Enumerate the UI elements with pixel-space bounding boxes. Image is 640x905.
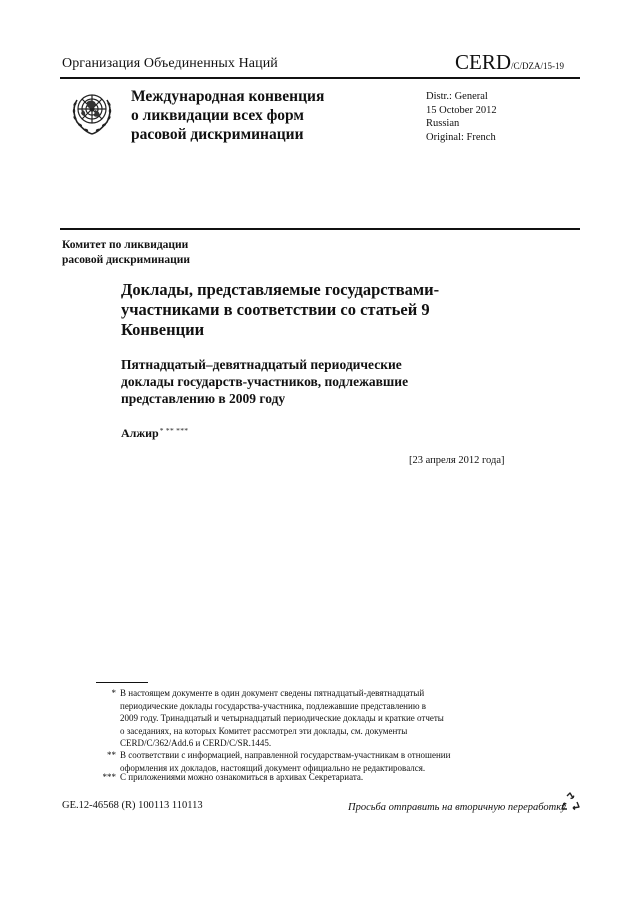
un-emblem-icon	[65, 84, 119, 138]
footnote-mark: *	[111, 688, 116, 698]
convention-title-line: расовой дискриминации	[131, 126, 304, 143]
distribution-block	[426, 90, 497, 144]
job-number: GE.12-46568 (R) 100113 110113	[62, 800, 203, 811]
document-subtitle-line: представлению в 2009 году	[121, 391, 286, 406]
footnote-separator	[96, 682, 148, 683]
document-subtitle-line: Пятнадцатый–девятнадцатый периодические	[121, 357, 402, 372]
footnote-line: В настоящем документе в один документ сведены пятнадцатый-девятнадцатый	[120, 688, 425, 698]
distribution-date: 15 October 2012	[426, 104, 497, 116]
committee-name	[62, 238, 190, 268]
document-symbol	[455, 50, 564, 75]
footnote-line: периодические доклады государства-участника, подлежавшие представлению в	[120, 700, 427, 711]
footnote-line: 2009 году. Тринадцатый и четырнадцатый периодические доклады и краткие отчеты	[120, 713, 444, 723]
distribution-type: Distr.: General	[426, 91, 488, 102]
section-rule	[60, 228, 580, 230]
document-title-line: участниками в соответствии со статьей 9	[121, 300, 430, 319]
document-symbol-sub: /C/DZA/15-19	[511, 61, 565, 71]
recycle-icon	[560, 792, 580, 814]
footnote-line: CERD/C/362/Add.6 и CERD/C/SR.1445.	[120, 738, 272, 748]
document-title-line: Конвенции	[121, 320, 205, 339]
reporting-country	[121, 426, 188, 441]
footnote-line: о заседаниях, на которых Комитет рассмотрел эти доклады, см. документы	[120, 725, 408, 736]
recycle-note: Просьба отправить на вторичную переработку	[348, 802, 566, 813]
footnote	[96, 687, 516, 750]
convention-title-line: о ликвидации всех форм	[131, 107, 304, 124]
committee-name-line: Комитет по ликвидации	[62, 239, 189, 251]
footnote-line: С приложениями можно ознакомиться в архивах Секретариата.	[120, 772, 364, 782]
organization-name: Организация Объединенных Наций	[62, 56, 278, 71]
document-symbol-main: CERD	[455, 50, 512, 74]
document-subtitle	[121, 356, 521, 407]
footnote-line: В соответствии с информацией, направленной государствам-участникам в отношении	[120, 750, 451, 760]
footnote-line: оформления их докладов, настоящий документ официально не редактировался.	[120, 762, 426, 773]
header-rule	[60, 77, 580, 79]
footnote-markers: * ** ***	[159, 426, 189, 435]
convention-title	[131, 87, 324, 144]
report-date: [23 апреля 2012 года]	[409, 455, 505, 466]
committee-name-line: расовой дискриминации	[62, 254, 191, 266]
document-subtitle-line: доклады государств-участников, подлежавшие	[121, 374, 409, 389]
footnote-mark: **	[107, 750, 116, 760]
distribution-original: Original: French	[426, 131, 496, 143]
convention-title-line: Международная конвенция	[131, 88, 325, 105]
document-title-line: Доклады, представляемые государствами-	[121, 280, 440, 299]
document-title	[121, 280, 521, 340]
distribution-language: Russian	[426, 118, 460, 129]
country-name: Алжир	[121, 426, 159, 440]
footnote-mark: ***	[102, 772, 116, 782]
footnote	[96, 771, 516, 784]
